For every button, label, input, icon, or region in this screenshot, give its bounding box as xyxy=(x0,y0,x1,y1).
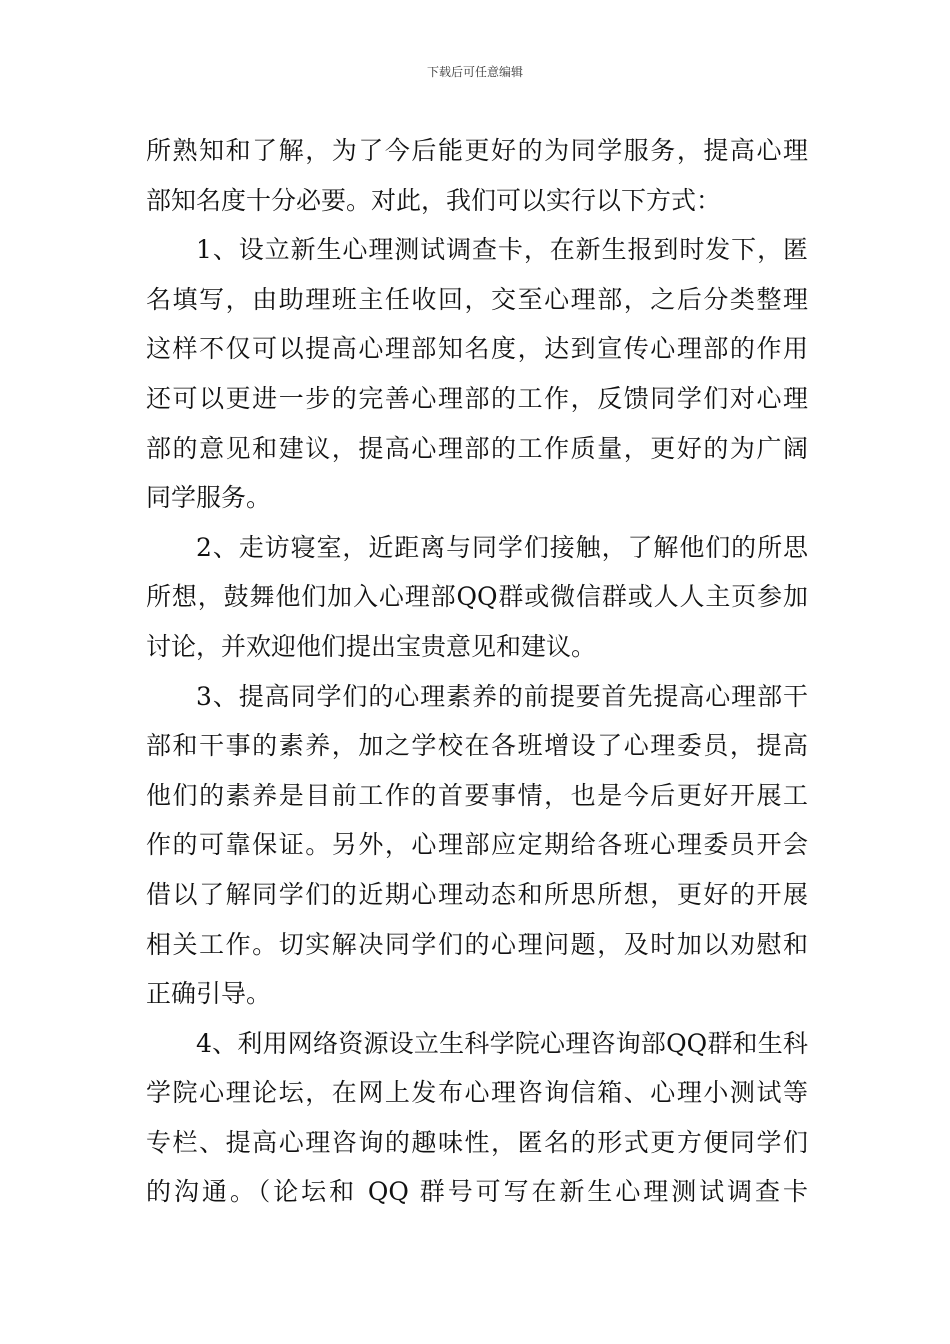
text-line: 3、提高同学们的心理素养的前提要首先提高心理部干 xyxy=(196,681,808,711)
text-line: 所熟知和了解，为了今后能更好的为同学服务，提高心理 xyxy=(146,136,808,165)
text-line: 名填写，由助理班主任收回，交至心理部，之后分类整理 xyxy=(146,284,808,314)
text-line: 部和干事的素养，加之学校在各班增设了心理委员，提高 xyxy=(146,731,808,761)
text-line: 相关工作。切实解决同学们的心理问题，及时加以劝慰和 xyxy=(146,929,808,959)
text-line: 正确引导。 xyxy=(146,979,272,1009)
text-line: 部知名度十分必要。对此，我们可以实行以下方式： xyxy=(146,185,722,215)
text-line: 4、利用网络资源设立生科学院心理咨询部QQ群和生科 xyxy=(196,1028,808,1058)
page-header: 下载后可任意编辑 xyxy=(426,65,523,79)
text-line: 同学服务。 xyxy=(146,483,272,513)
text-line: 讨论，并欢迎他们提出宝贵意见和建议。 xyxy=(146,631,597,661)
text-line: 学院心理论坛，在网上发布心理咨询信箱、心理小测试等 xyxy=(146,1078,808,1108)
text-line: 所想，鼓舞他们加入心理部QQ群或微信群或人人主页参加 xyxy=(146,582,808,612)
text-line: 这样不仅可以提高心理部知名度，达到宣传心理部的作用 xyxy=(146,334,808,364)
document-body xyxy=(146,126,808,1217)
text-line: 他们的素养是目前工作的首要事情，也是今后更好开展工 xyxy=(146,780,808,810)
text-line: 2、走访寝室，近距离与同学们接触，了解他们的所思 xyxy=(196,532,808,562)
text-line: 的沟通。（论坛和 QQ 群号可写在新生心理测试调查卡 xyxy=(146,1177,808,1207)
text-line: 还可以更进一步的完善心理部的工作，反馈同学们对心理 xyxy=(146,383,808,413)
text-line: 借以了解同学们的近期心理动态和所思所想，更好的开展 xyxy=(146,879,808,909)
text-line: 作的可靠保证。另外，心理部应定期给各班心理委员开会 xyxy=(146,830,808,860)
text-line: 部的意见和建议，提高心理部的工作质量，更好的为广阔 xyxy=(146,433,808,463)
text-line: 专栏、提高心理咨询的趣味性，匿名的形式更方便同学们 xyxy=(146,1127,808,1157)
text-line: 1、设立新生心理测试调查卡，在新生报到时发下，匿 xyxy=(196,235,808,265)
